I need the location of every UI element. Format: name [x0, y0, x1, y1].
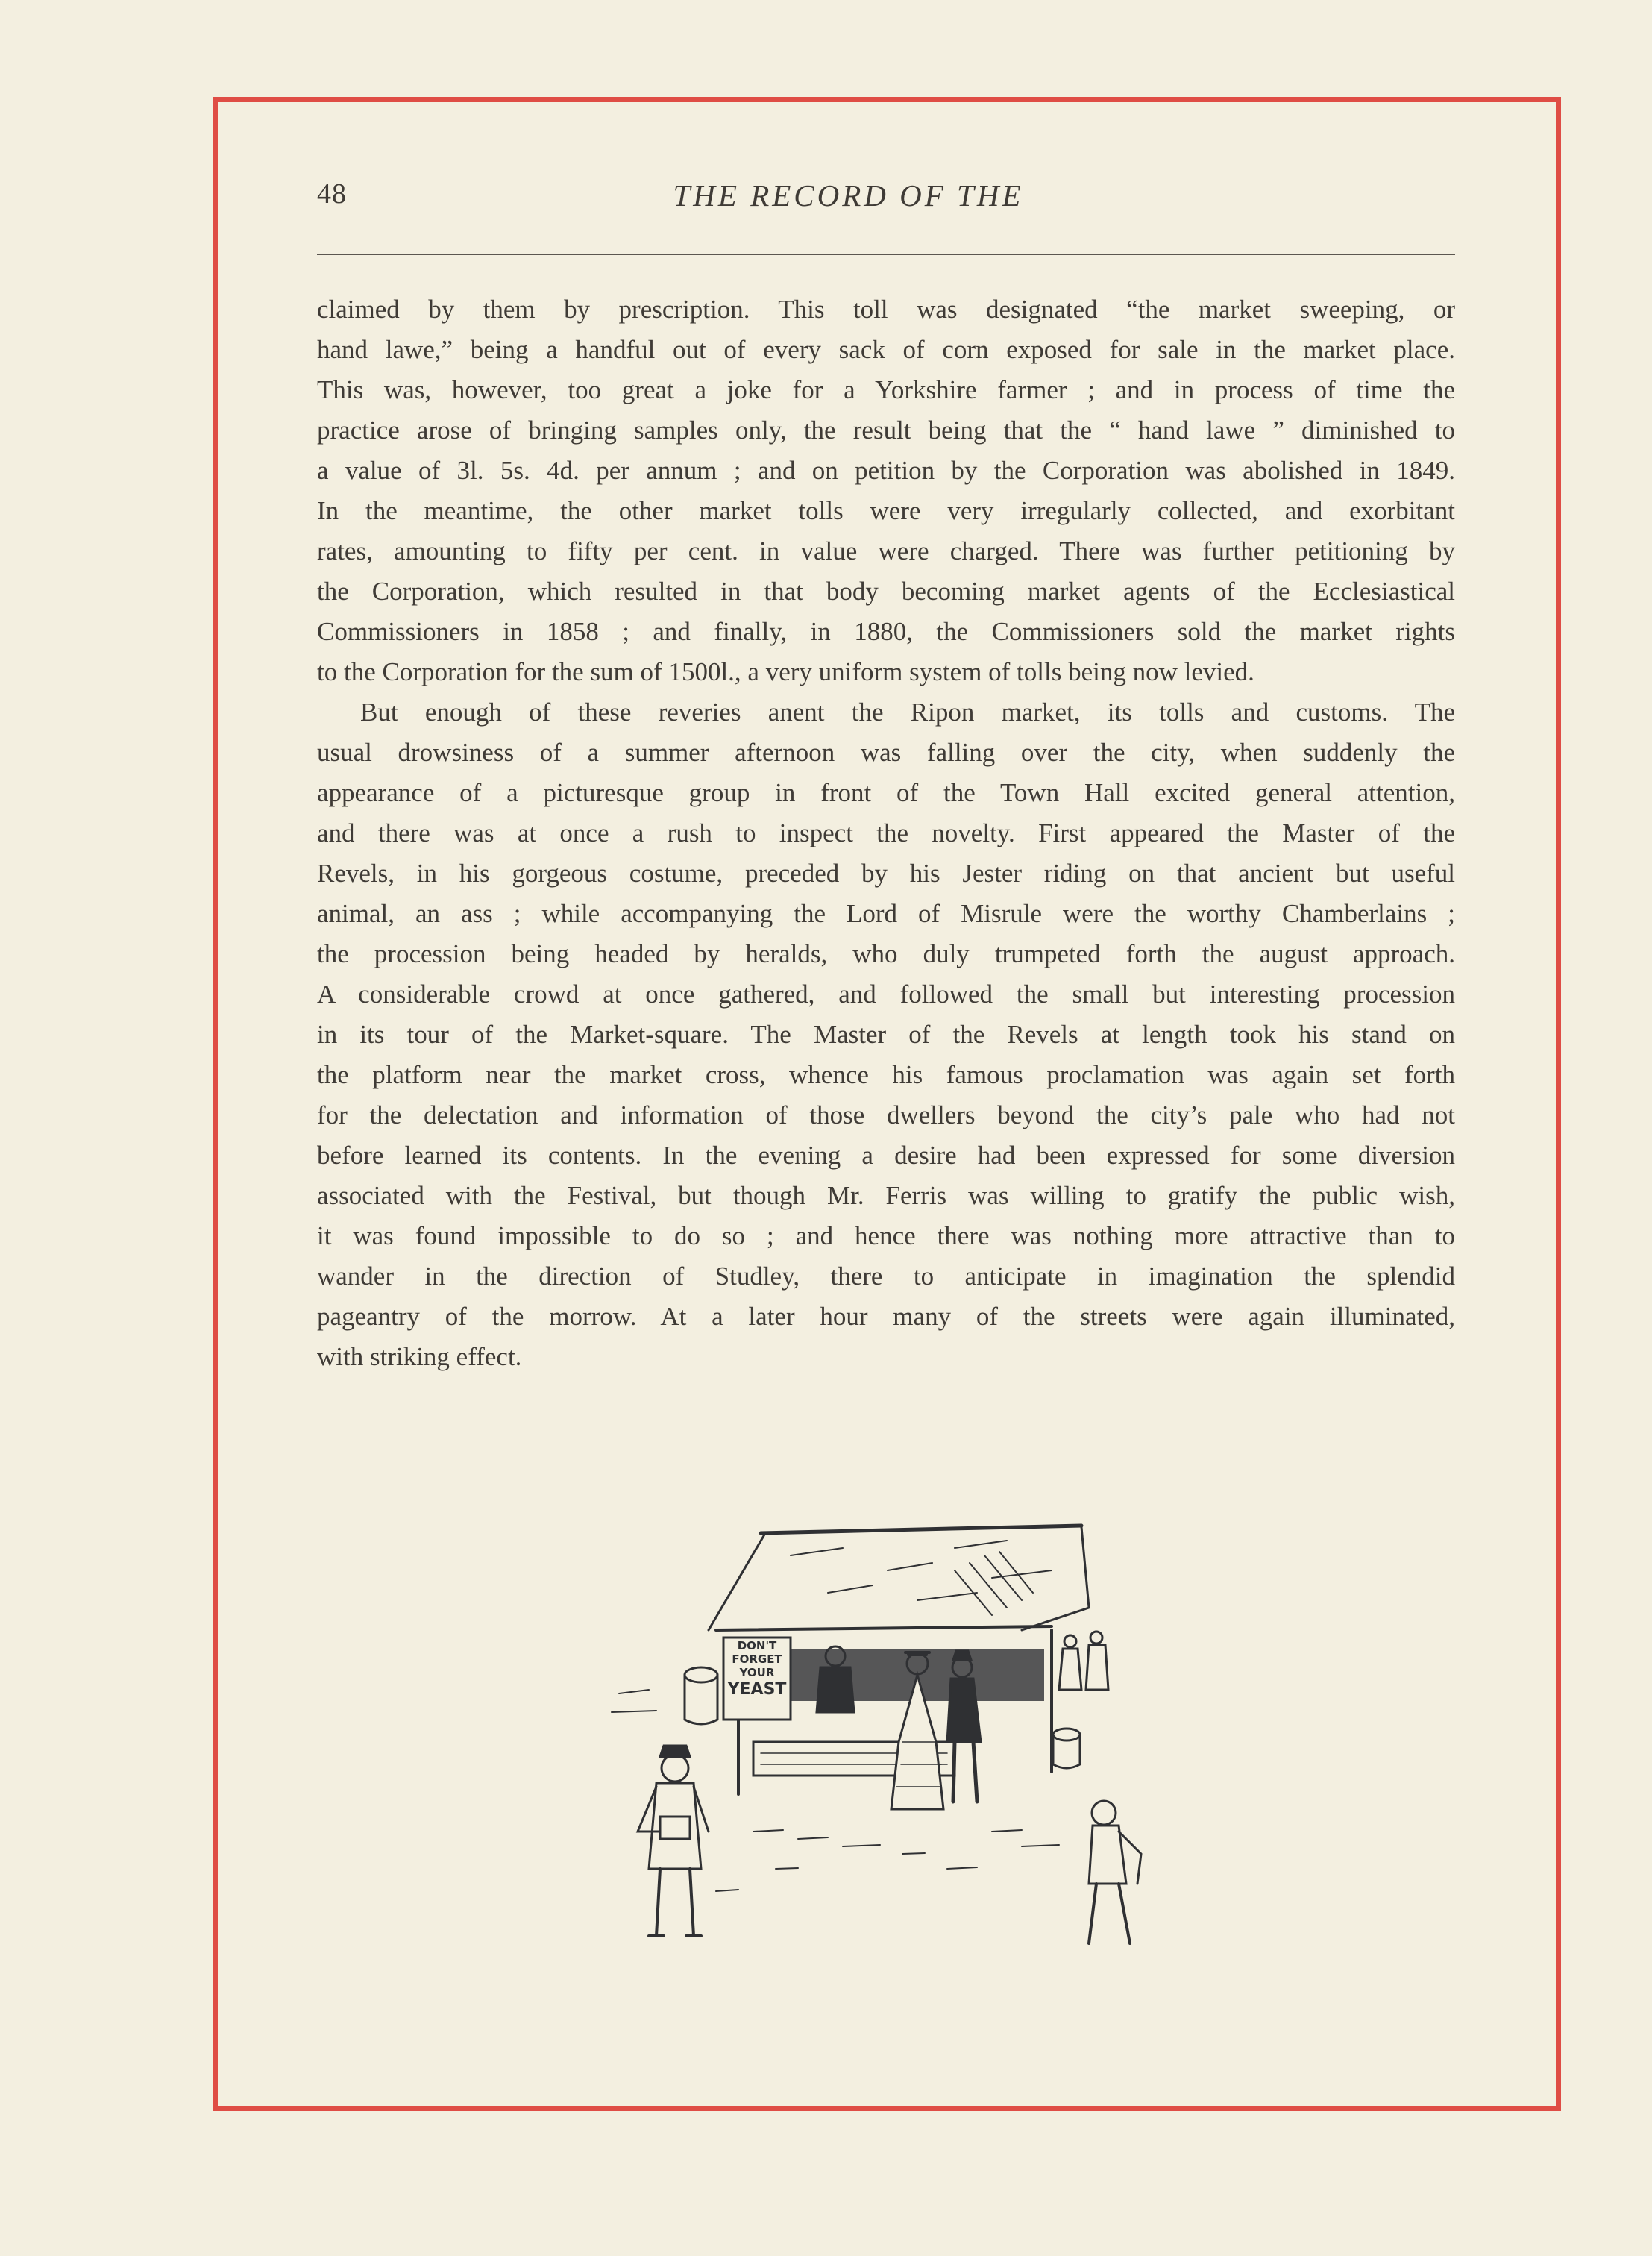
text-line: claimed by them by prescription. This toll was designated “the market sweeping, or [317, 295, 1455, 324]
text-line: before learned its contents. In the evening a desire had been expressed for some diversion [317, 1141, 1455, 1170]
header-rule [317, 254, 1455, 255]
sign-line: YOUR [739, 1666, 775, 1679]
market-stall-illustration [604, 1518, 1171, 1981]
text-line: animal, an ass ; while accompanying the Lord of Misrule were the worthy Chamberlains ; [317, 899, 1455, 928]
sign-line: DON'T [737, 1639, 777, 1652]
text-line: Revels, in his gorgeous costume, preceded by his Jester riding on that ancient but useful [317, 859, 1455, 888]
text-line: a value of 3l. 5s. 4d. per annum ; and on petition by the Corporation was abolished in 1849. [317, 456, 1455, 485]
text-line: Commissioners in 1858 ; and finally, in 1880, the Commissioners sold the market rights [317, 617, 1455, 646]
page-number: 48 [317, 178, 347, 210]
text-line: appearance of a picturesque group in front of the Town Hall excited general attention, [317, 778, 1455, 807]
sign-text [725, 1639, 789, 1700]
text-line: rates, amounting to fifty per cent. in value were charged. There was further petitioning by [317, 536, 1455, 565]
text-line: the platform near the market cross, whence his famous proclamation was again set forth [317, 1060, 1455, 1089]
text-line: But enough of these reveries anent the Ripon market, its tolls and customs. The [360, 698, 1455, 727]
sign-line: FORGET [732, 1652, 782, 1666]
text-line: In the meantime, the other market tolls were very irregularly collected, and exorbitant [317, 496, 1455, 525]
text-line: in its tour of the Market-square. The Master of the Revels at length took his stand on [317, 1020, 1455, 1049]
text-line: practice arose of bringing samples only, the result being that the “ hand lawe ” diminished to [317, 416, 1455, 445]
text-line: to the Corporation for the sum of 1500l., a very uniform system of tolls being now levied. [317, 657, 1254, 686]
text-line: This was, however, too great a joke for a Yorkshire farmer ; and in process of time the [317, 375, 1455, 404]
paragraph-1 [317, 289, 1455, 692]
paragraph-2 [317, 692, 1455, 1377]
text-line: usual drowsiness of a summer afternoon was falling over the city, when suddenly the [317, 738, 1455, 767]
text-line: for the delectation and information of those dwellers beyond the city’s pale who had not [317, 1100, 1455, 1129]
sign-line: YEAST [727, 1680, 787, 1699]
text-line: the Corporation, which resulted in that body becoming market agents of the Ecclesiastical [317, 577, 1455, 606]
running-title: THE RECORD OF THE [673, 178, 1024, 213]
text-line: wander in the direction of Studley, there to anticipate in imagination the splendid [317, 1262, 1455, 1291]
text-line: associated with the Festival, but though Mr. Ferris was willing to gratify the public wish, [317, 1181, 1455, 1210]
text-line: A considerable crowd at once gathered, and followed the small but interesting procession [317, 980, 1455, 1009]
text-line: hand lawe,” being a handful out of every sack of corn exposed for sale in the market place. [317, 335, 1455, 364]
text-line: with striking effect. [317, 1342, 522, 1371]
text-line: the procession being headed by heralds, who duly trumpeted forth the august approach. [317, 939, 1455, 968]
text-line: and there was at once a rush to inspect the novelty. First appeared the Master of the [317, 818, 1455, 847]
text-line: pageantry of the morrow. At a later hour many of the streets were again illuminated, [317, 1302, 1455, 1331]
body-text [317, 289, 1455, 1377]
text-line: it was found impossible to do so ; and hence there was nothing more attractive than to [317, 1221, 1455, 1250]
